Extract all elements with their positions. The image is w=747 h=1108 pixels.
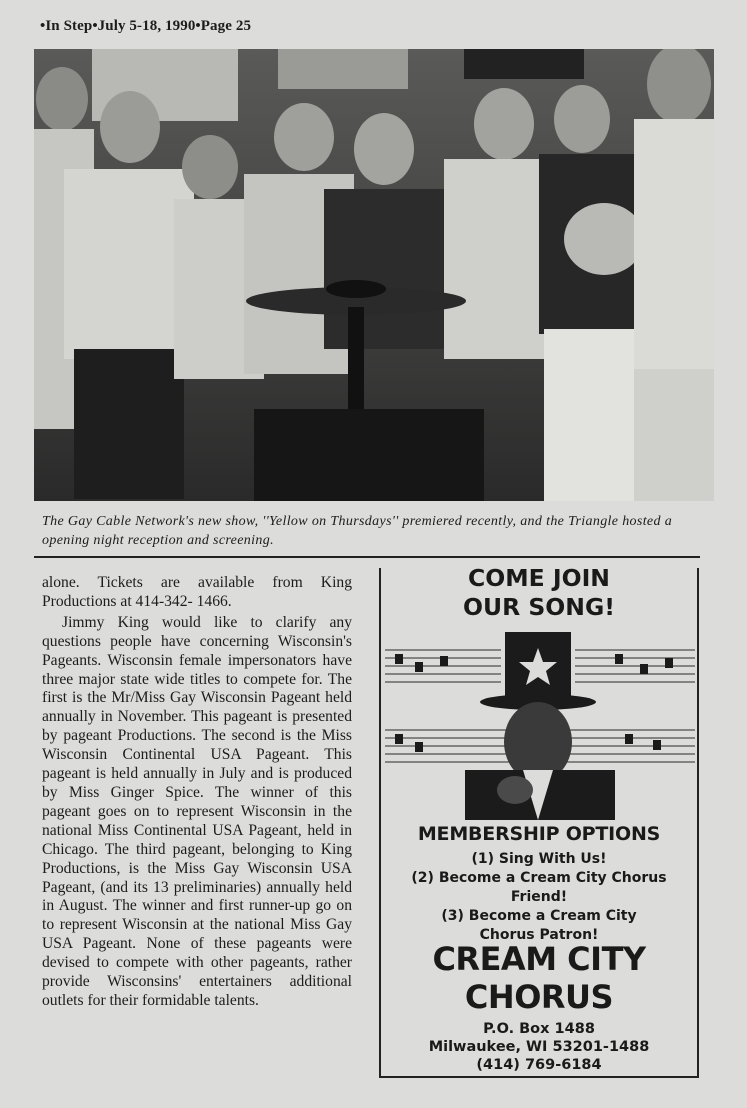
article-column [42, 574, 352, 1011]
photo-caption: The Gay Cable Network's new show, ''Yellow on Thursdays'' premiered recently, and the Triangle hosted a opening night reception and screening. [42, 514, 673, 548]
page-header: •In Step•July 5-18, 1990•Page 25 [40, 18, 252, 34]
group-photo [34, 49, 714, 501]
org-name-line1: CREAM CITY [432, 940, 646, 978]
article-paragraph: Jimmy King would like to clarify any questions people have concerning Wisconsin's Pageants. Wisconsin female impersonators have three major state wide titles to compete for. The first is the Mr/Miss Gay Wisconsin Pageant held annually in November. This pageant is presented by pageant Productions. The second is the Miss Wisconsin Continental USA Pageant. This pageant is held annually in July and is produced by Miss Ginger Spice. The winner of this pageant goes on to represent Wisconsin in the national Miss Continental USA Pageant, held in Chicago. The third pageant, belonging to King Productions, is the Miss Gay Wisconsin USA Pageant, (and its 13 preliminaries) annually held in August. The winner and first runner-up go on to represent Wisconsin at the national Miss Gay USA Pageant. None of these pageants were devised to compete with other pageants, rather provide Wisconsins' entertainers additional outlets for their formidable talents. [42, 613, 352, 1009]
city-zip: Milwaukee, WI 53201-1488 [428, 1039, 650, 1055]
organization-name [381, 940, 697, 1016]
option-patron: (3) Become a Cream City Chorus Patron! [441, 908, 637, 943]
article-paragraph: alone. Tickets are available from King Productions at 414-342- 1466. [42, 574, 352, 610]
section-divider [34, 556, 700, 558]
contact-info [381, 1020, 697, 1074]
ad-headline-line1: COME JOIN [462, 564, 616, 593]
org-name-line2: CHORUS [464, 978, 614, 1016]
po-box: P.O. Box 1488 [483, 1021, 595, 1037]
ad-headline-line2: OUR SONG! [463, 593, 615, 621]
option-sing: (1) Sing With Us! [471, 851, 607, 867]
membership-options-list [381, 850, 697, 945]
membership-options-title: MEMBERSHIP OPTIONS [417, 823, 661, 845]
phone-number: (414) 769-6184 [476, 1057, 602, 1073]
option-friend: (2) Become a Cream City Chorus Friend! [411, 870, 667, 905]
chorus-advertisement [379, 564, 699, 1078]
uncle-sam-sheet-music-illustration [385, 630, 695, 820]
ad-headline [381, 564, 697, 622]
